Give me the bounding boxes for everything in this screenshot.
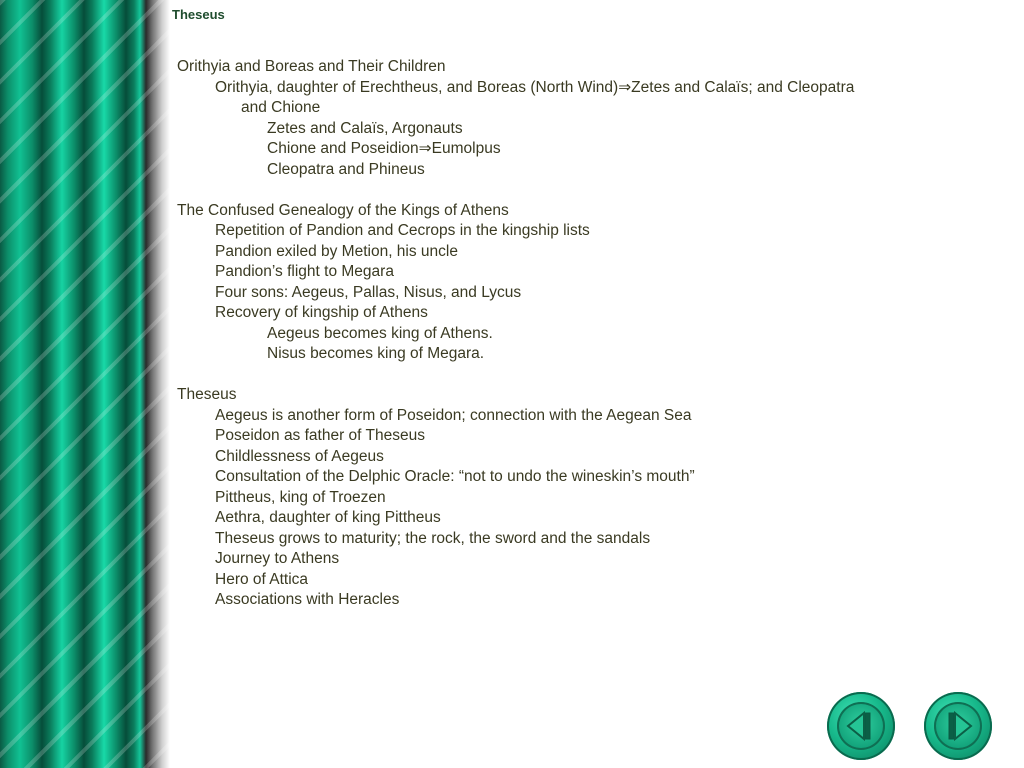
previous-arrow-icon — [841, 706, 881, 746]
outline-item: Consultation of the Delphic Oracle: “not to undo the wineskin’s mouth” — [215, 468, 695, 485]
slide-title: Theseus — [172, 7, 225, 22]
previous-slide-button[interactable] — [827, 692, 895, 760]
outline-item-continuation: and Chione — [241, 99, 321, 116]
outline-subitem: Cleopatra and Phineus — [267, 160, 425, 178]
next-slide-button[interactable] — [924, 692, 992, 760]
outline-subitem: Aegeus becomes king of Athens. — [267, 324, 493, 342]
outline-item: Pandion’s flight to Megara — [215, 263, 394, 280]
outline-item: Recovery of kingship of Athens — [215, 304, 428, 321]
outline-item: Aethra, daughter of king Pittheus — [215, 509, 441, 526]
outline-item-line: Orithyia, daughter of Erechtheus, and Boreas (North Wind)⇒Zetes and Calaïs; and Cleopatra — [215, 78, 855, 96]
section-heading-orithyia: Orithyia and Boreas and Their Children — [177, 58, 446, 75]
outline-item: Journey to Athens — [215, 550, 340, 567]
section-heading-theseus: Theseus — [177, 386, 237, 403]
outline-item: Childlessness of Aegeus — [215, 447, 384, 465]
outline-item: Pittheus, king of Troezen — [215, 488, 386, 506]
outline-item: Associations with Heracles — [215, 591, 400, 608]
outline-item: Theseus grows to maturity; the rock, the sword and the sandals — [215, 529, 651, 547]
outline-subitem: Zetes and Calaïs, Argonauts — [267, 119, 463, 137]
decorative-side-band — [0, 0, 170, 768]
slide-outline — [177, 57, 977, 611]
outline-item — [177, 78, 977, 119]
section-heading-kings: The Confused Genealogy of the Kings of Athens — [177, 201, 509, 219]
section-spacer — [177, 180, 977, 201]
outline-item: Repetition of Pandion and Cecrops in the kingship lists — [215, 222, 590, 239]
outline-subitem: Nisus becomes king of Megara. — [267, 345, 485, 362]
outline-item: Hero of Attica — [215, 570, 309, 588]
outline-subitem: Chione and Poseidion⇒Eumolpus — [267, 140, 501, 157]
section-spacer — [177, 365, 977, 386]
outline-item: Four sons: Aegeus, Pallas, Nisus, and Lycus — [215, 283, 522, 301]
next-arrow-icon — [938, 706, 978, 746]
outline-item: Pandion exiled by Metion, his uncle — [215, 242, 458, 260]
outline-item: Poseidon as father of Theseus — [215, 427, 425, 444]
outline-item: Aegeus is another form of Poseidon; connection with the Aegean Sea — [215, 406, 692, 424]
